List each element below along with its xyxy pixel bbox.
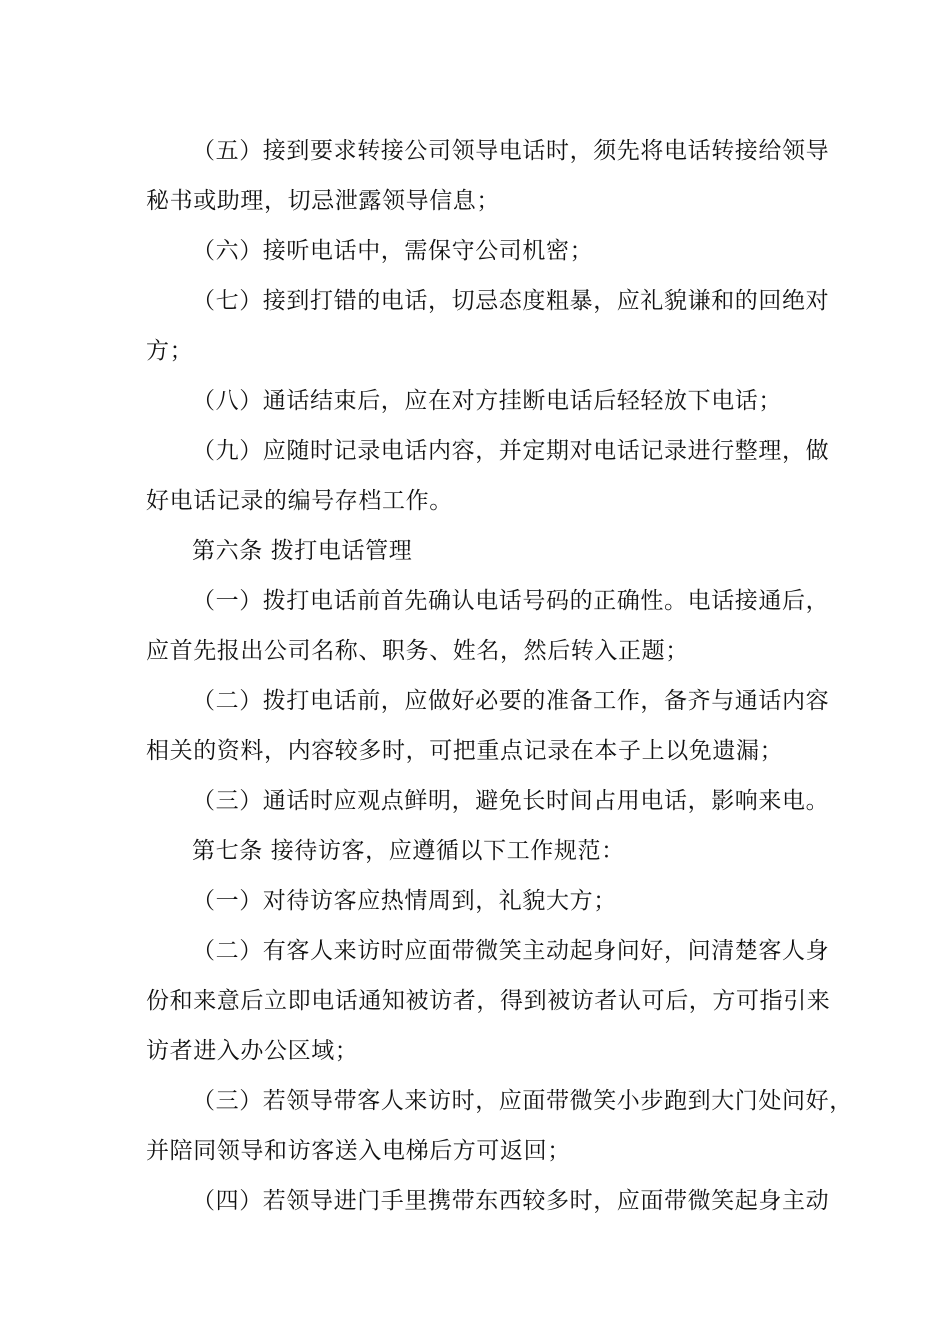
text-line: （三）通话时应观点鲜明，避免长时间占用电话，影响来电。 bbox=[192, 788, 830, 814]
text-line: （七）接到打错的电话，切忌态度粗暴，应礼貌谦和的回绝对 bbox=[192, 288, 830, 314]
text-line: （八）通话结束后，应在对方挂断电话后轻轻放下电话； bbox=[192, 388, 782, 414]
text-line: （一）拨打电话前首先确认电话号码的正确性。电话接通后， bbox=[192, 588, 830, 614]
text-line: 秘书或助理，切忌泄露领导信息； bbox=[146, 188, 500, 214]
section-heading: 第六条 拨打电话管理 bbox=[192, 538, 413, 564]
text-line: （六）接听电话中，需保守公司机密； bbox=[192, 238, 594, 264]
text-line: （四）若领导进门手里携带东西较多时，应面带微笑起身主动 bbox=[192, 1188, 830, 1214]
text-line: 好电话记录的编号存档工作。 bbox=[146, 488, 453, 514]
text-line: 方； bbox=[146, 338, 194, 364]
text-line: （二）有客人来访时应面带微笑主动起身问好，问清楚客人身 bbox=[192, 938, 830, 964]
text-line: （一）对待访客应热情周到，礼貌大方； bbox=[192, 888, 617, 914]
text-line: （五）接到要求转接公司领导电话时，须先将电话转接给领导 bbox=[192, 138, 830, 164]
text-line: 相关的资料，内容较多时，可把重点记录在本子上以免遗漏； bbox=[146, 738, 784, 764]
text-line: 份和来意后立即电话通知被访者，得到被访者认可后，方可指引来 bbox=[146, 988, 831, 1014]
text-line: 应首先报出公司名称、职务、姓名，然后转入正题； bbox=[146, 638, 689, 664]
text-line: （二）拨打电话前，应做好必要的准备工作，备齐与通话内容 bbox=[192, 688, 830, 714]
text-line: 访者进入办公区域； bbox=[146, 1038, 359, 1064]
text-line: （九）应随时记录电话内容，并定期对电话记录进行整理，做 bbox=[192, 438, 830, 464]
section-heading: 第七条 接待访客，应遵循以下工作规范： bbox=[192, 838, 625, 864]
text-line: 并陪同领导和访客送入电梯后方可返回； bbox=[146, 1138, 571, 1164]
text-line: （三）若领导带客人来访时，应面带微笑小步跑到大门处问好， bbox=[192, 1088, 853, 1114]
